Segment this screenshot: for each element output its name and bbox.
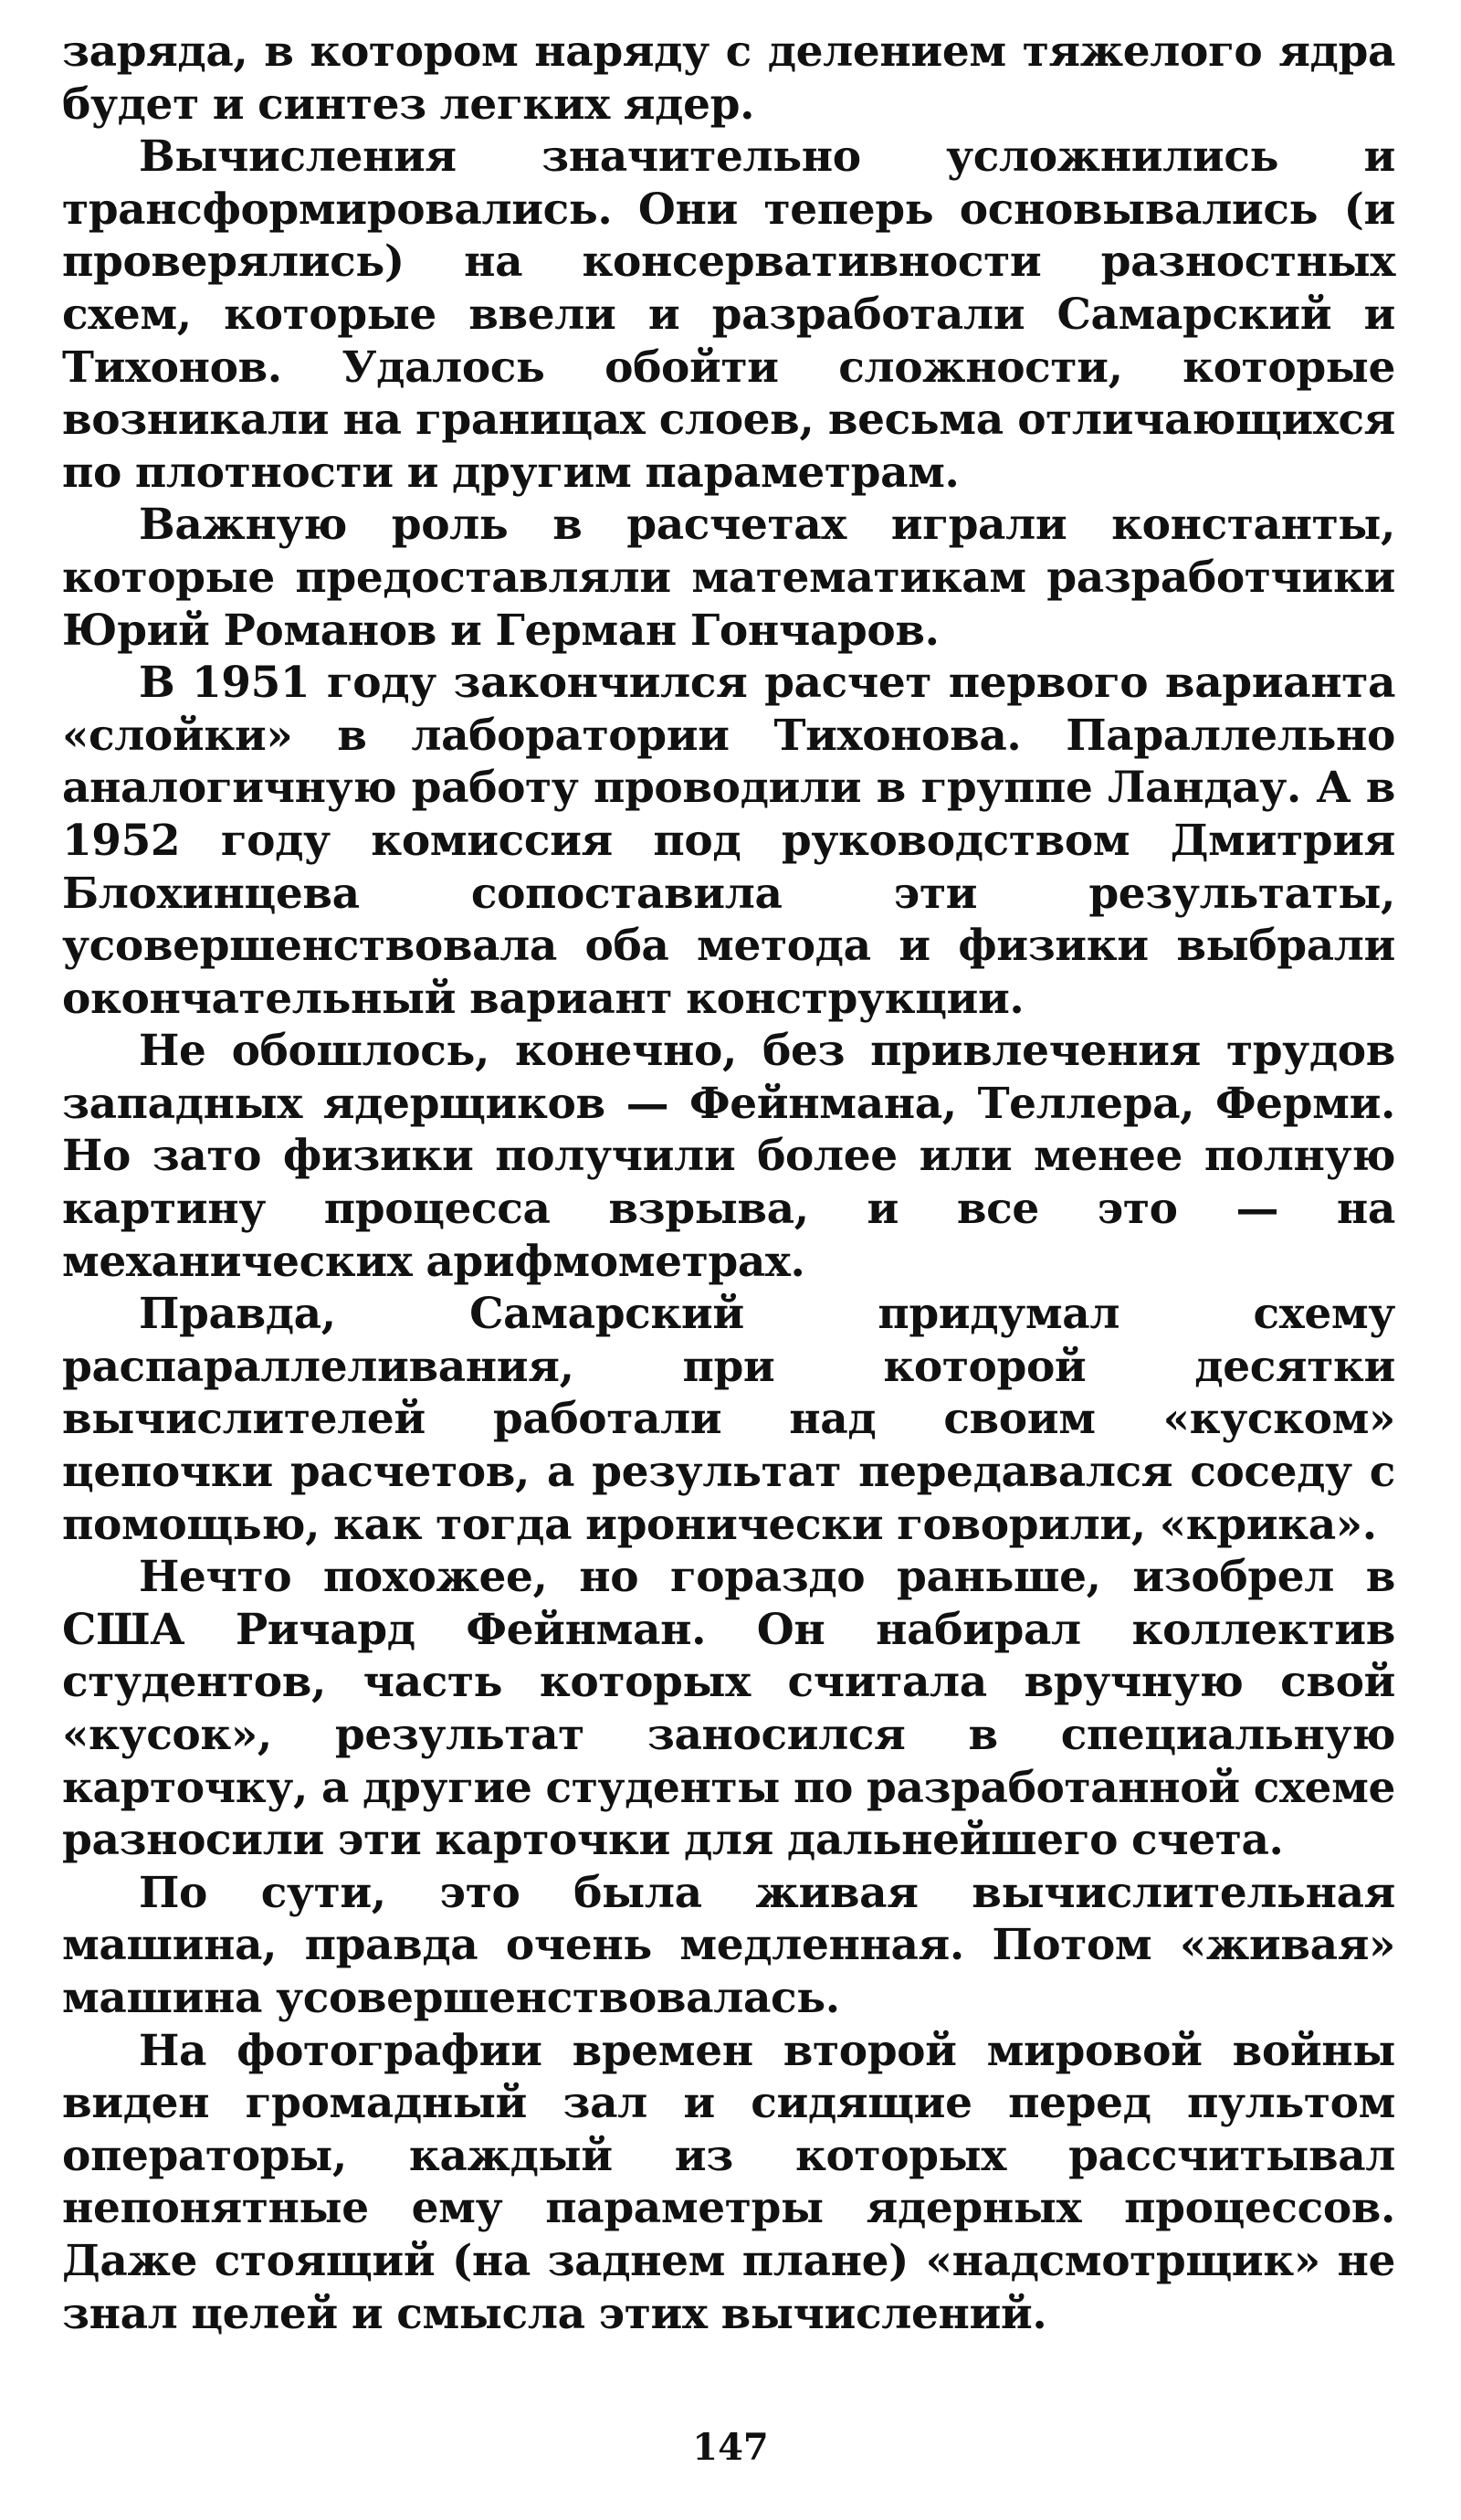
paragraph-western-physicists: Не обошлось, конечно, без привлечения трудов западных ядерщиков — Фейнмана, Теллера, Ферми. Но зато физики получили более или менее полную картину процесса взрыва, и все это — на механических арифмометрах. (62, 1026, 1395, 1287)
paragraph-continuation: заряда, в котором наряду с делением тяжелого ядра будет и синтез легких ядер. (62, 26, 1395, 130)
page-number: 147 (692, 2426, 769, 2469)
paragraph-living-machine: По сути, это была живая вычислительная машина, правда очень медленная. Потом «живая» машина усовершенствовалась. (62, 1867, 1395, 2023)
paragraph-calculations: Вычисления значительно усложнились и трансформировались. Они теперь основывались (и проверялись) на консервативности разностных схем, которые ввели и разработали Самарский и Тихонов. Удалось обойти сложности, которые возникали на границах слоев, весьма отличающихся по плотности и другим параметрам. (62, 132, 1395, 498)
paragraph-parallelization: Правда, Самарский придумал схему распараллеливания, при которой десятки вычислителей работали над своим «куском» цепочки расчетов, а результат передавался соседу с помощью, как тогда иронически говорили, «крика». (62, 1289, 1395, 1550)
paragraph-constants: Важную роль в расчетах играли константы, которые предоставляли математикам разработчики Юрий Романов и Герман Гончаров. (62, 500, 1395, 656)
paragraph-1951: В 1951 году закончился расчет первого варианта «слойки» в лаборатории Тихонова. Параллельно аналогичную работу проводили в группе Ландау. А в 1952 году комиссия под руководством Дмитрия Блохинцева сопоставила эти результаты, усовершенствовала оба метода и физики выбрали окончательный вариант конструкции. (62, 658, 1395, 1024)
paragraph-photograph: На фотографии времен второй мировой войны виден громадный зал и сидящие перед пультом операторы, каждый из которых рассчитывал непонятные ему параметры ядерных процессов. Даже стоящий (на заднем плане) «надсмотрщик» не знал целей и смысла этих вычислений. (62, 2025, 1395, 2339)
paragraph-feynman: Нечто похожее, но гораздо раньше, изобрел в США Ричард Фейнман. Он набирал коллектив студентов, часть которых считала вручную свой «кусок», результат заносился в специальную карточку, а другие студенты по разработанной схеме разносили эти карточки для дальнейшего счета. (62, 1552, 1395, 1866)
body-text (62, 26, 1395, 2340)
